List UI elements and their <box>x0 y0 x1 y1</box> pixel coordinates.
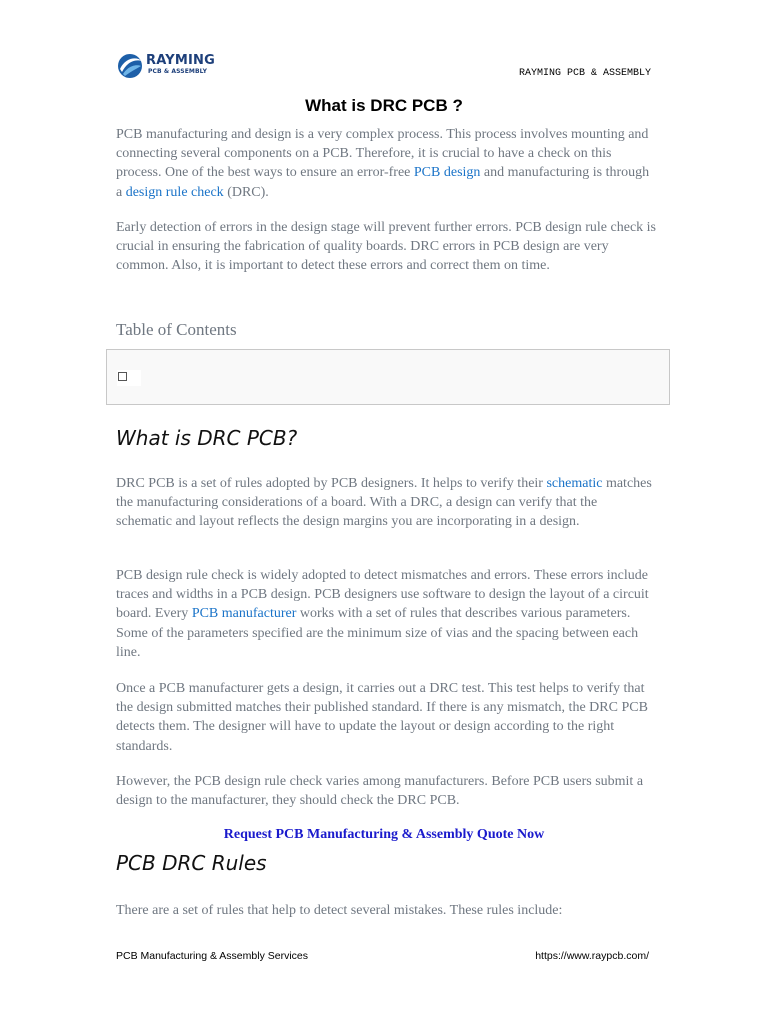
section-heading-what-is-drc: What is DRC PCB? <box>116 426 298 450</box>
page-title: What is DRC PCB ? <box>305 96 463 115</box>
section1-p1-text-a: DRC PCB is a set of rules adopted by PCB designers. It helps to verify their <box>116 476 547 491</box>
toc-heading: Table of Contents <box>116 320 237 339</box>
toc-box <box>106 349 670 405</box>
logo-title: RAYMING <box>146 53 215 68</box>
pcb-design-link[interactable]: PCB design <box>413 165 481 181</box>
section1-paragraph-2 <box>116 566 656 662</box>
section1-p1-text-b: matches the manufacturing considerations of a board. With a DRC, a design can verify that the schematic and layout reflects the design margins you are incorporating in a design. <box>116 476 652 530</box>
intro-paragraph-1 <box>116 125 656 202</box>
toc-checkbox-icon[interactable] <box>118 372 127 381</box>
intro-text-b: and manufacturing is through a <box>116 165 650 200</box>
section1-p2-text-b: works with a set of rules that describes various parameters. Some of the parameters specified are the minimum size of vias and the spacing between each line. <box>116 606 639 660</box>
toc-toggle[interactable] <box>117 370 141 386</box>
intro-text-c: (DRC). <box>223 184 269 200</box>
pcb-manufacturer-link[interactable]: PCB manufacturer <box>191 606 297 622</box>
intro-text-a: PCB manufacturing and design is a very complex process. This process involves mounting and connecting several components on a PCB. Therefore, it is crucial to have a check on this process. One of the best ways to ensure an error-free <box>116 127 649 181</box>
header-company-name: RAYMING PCB & ASSEMBLY <box>518 68 651 79</box>
footer-services: PCB Manufacturing & Assembly Services <box>116 950 308 962</box>
rayming-logo <box>116 50 226 80</box>
logo-subtitle: PCB & ASSEMBLY <box>148 68 208 75</box>
intro-paragraph-2: Early detection of errors in the design stage will prevent further errors. PCB design rule check is crucial in ensuring the fabrication of quality boards. DRC errors in PCB design are very common. Also, it is important to detect these errors and correct them on time. <box>116 220 657 274</box>
schematic-link[interactable]: schematic <box>546 476 603 491</box>
section1-paragraph-4: However, the PCB design rule check varies among manufacturers. Before PCB users submit a design to the manufacturer, they should check the DRC PCB. <box>116 774 644 809</box>
logo-mark-icon <box>116 52 144 80</box>
design-rule-check-link[interactable]: design rule check <box>125 184 224 200</box>
quote-request-link[interactable]: Request PCB Manufacturing & Assembly Quote Now <box>223 827 545 842</box>
footer-url-link[interactable]: https://www.raypcb.com/ <box>535 950 649 962</box>
section2-paragraph-1: There are a set of rules that help to detect several mistakes. These rules include: <box>116 903 563 918</box>
section1-paragraph-3: Once a PCB manufacturer gets a design, it carries out a DRC test. This test helps to verify that the design submitted matches their published standard. If there is any mismatch, the DRC PCB detects them. The designer will have to update the layout or design according to the right standards. <box>116 681 648 754</box>
section1-paragraph-1 <box>116 474 656 532</box>
section-heading-drc-rules: PCB DRC Rules <box>116 851 267 875</box>
section1-p2-text-a: PCB design rule check is widely adopted to detect mismatches and errors. These errors include traces and widths in a PCB design. PCB designers use software to design the layout of a circuit board. Every <box>116 568 649 622</box>
